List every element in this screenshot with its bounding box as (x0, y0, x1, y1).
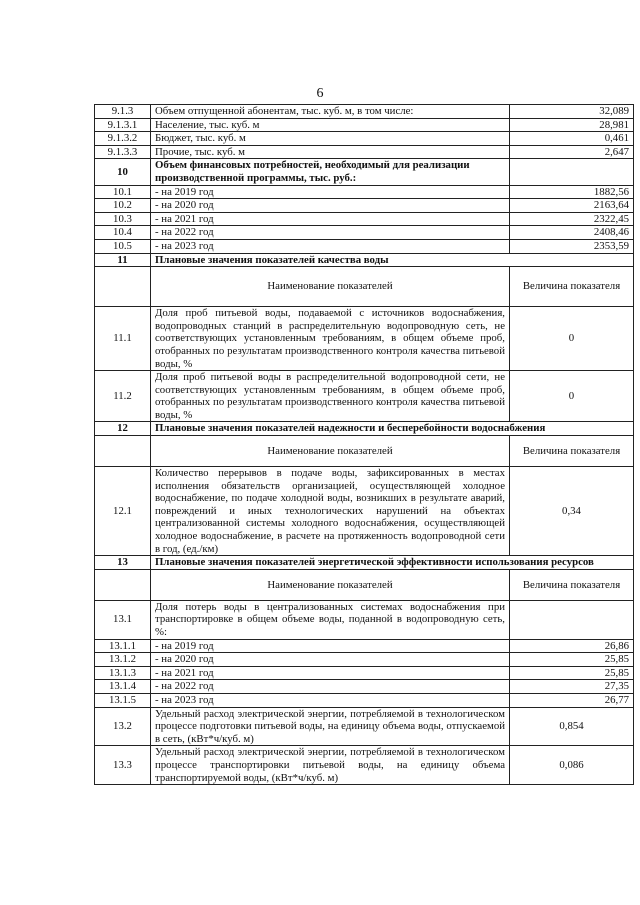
header-name: Наименование показателей (151, 267, 510, 307)
row-text: Объем отпущенной абонентам, тыс. куб. м, в том числе: (151, 105, 510, 119)
row-number: 10.3 (95, 212, 151, 226)
row-number: 9.1.3 (95, 105, 151, 119)
header-value: Величина показателя (510, 267, 634, 307)
row-number: 10.1 (95, 185, 151, 199)
row-value: 2322,45 (510, 212, 634, 226)
row-text: Бюджет, тыс. куб. м (151, 132, 510, 146)
table-row (95, 212, 634, 226)
row-value: 25,85 (510, 666, 634, 680)
section-number: 10 (95, 159, 151, 185)
indicator-value: 0,854 (510, 707, 634, 746)
indicator-number: 13.1 (95, 600, 151, 639)
indicator-text: Доля проб питьевой воды в распределительной водопроводной сети, не соответствующих установленным требованиям, в общем объеме проб, отобранных по результатам производственного контроля качества питьевой воды, % (151, 371, 510, 422)
indicator-value: 0,34 (510, 467, 634, 556)
row-value: 0,461 (510, 132, 634, 146)
row-value: 26,86 (510, 639, 634, 653)
row-text: Население, тыс. куб. м (151, 118, 510, 132)
indicator-text: Доля проб питьевой воды, подаваемой с источников водоснабжения, водопроводных станций в распределительную водопроводную сеть, не соответствующих установленным требованиям, в общем объеме проб, отобранных по результатам производственного контроля качества питьевой воды, % (151, 307, 510, 371)
row-value: 2408,46 (510, 226, 634, 240)
row-text: Прочие, тыс. куб. м (151, 145, 510, 159)
table-row (95, 371, 634, 422)
table-row (95, 666, 634, 680)
row-text: - на 2023 год (151, 693, 510, 707)
row-value: 2353,59 (510, 239, 634, 253)
indicator-text: Удельный расход электрической энергии, потребляемой в технологическом процессе подготовки питьевой воды, на единицу объема воды, отпускаемой в сеть, (кВт*ч/куб. м) (151, 707, 510, 746)
table-row (95, 307, 634, 371)
indicator-number: 12.1 (95, 467, 151, 556)
table-row (95, 693, 634, 707)
row-value: 2163,64 (510, 199, 634, 213)
table-row (95, 159, 634, 185)
indicator-number: 13.3 (95, 746, 151, 785)
row-text: - на 2019 год (151, 639, 510, 653)
table-row (95, 467, 634, 556)
row-value: 27,35 (510, 680, 634, 694)
row-number: 9.1.3.1 (95, 118, 151, 132)
row-text: - на 2019 год (151, 185, 510, 199)
table-row (95, 118, 634, 132)
section-title: Объем финансовых потребностей, необходимый для реализации производственной программы, тыс. руб.: (151, 159, 510, 185)
row-value: 28,981 (510, 118, 634, 132)
row-number: 13.1.2 (95, 653, 151, 667)
table-row (95, 226, 634, 240)
table-row (95, 680, 634, 694)
row-number: 9.1.3.2 (95, 132, 151, 146)
header-name: Наименование показателей (151, 436, 510, 467)
header-number (95, 267, 151, 307)
indicators-table (94, 104, 634, 785)
indicator-value: 0 (510, 307, 634, 371)
table-row (95, 145, 634, 159)
row-text: - на 2023 год (151, 239, 510, 253)
indicator-value (510, 600, 634, 639)
section-number: 13 (95, 556, 151, 570)
table-row (95, 105, 634, 119)
row-value: 26,77 (510, 693, 634, 707)
table-row (95, 556, 634, 570)
row-number: 13.1.4 (95, 680, 151, 694)
section-value (510, 159, 634, 185)
row-text: - на 2022 год (151, 680, 510, 694)
table-row (95, 253, 634, 267)
indicator-text: Доля потерь воды в централизованных системах водоснабжения при транспортировке в общем объеме воды, поданной в водопроводную сеть, %: (151, 600, 510, 639)
row-value: 1882,56 (510, 185, 634, 199)
indicator-number: 13.2 (95, 707, 151, 746)
row-text: - на 2021 год (151, 666, 510, 680)
section-title: Плановые значения показателей качества воды (151, 253, 634, 267)
table-row (95, 422, 634, 436)
row-number: 13.1.3 (95, 666, 151, 680)
indicator-value: 0,086 (510, 746, 634, 785)
row-number: 13.1.1 (95, 639, 151, 653)
section-number: 11 (95, 253, 151, 267)
header-number (95, 569, 151, 600)
table-row (95, 569, 634, 600)
row-number: 10.5 (95, 239, 151, 253)
table-row (95, 436, 634, 467)
header-value: Величина показателя (510, 569, 634, 600)
row-text: - на 2021 год (151, 212, 510, 226)
header-value: Величина показателя (510, 436, 634, 467)
row-value: 25,85 (510, 653, 634, 667)
table-row (95, 199, 634, 213)
header-number (95, 436, 151, 467)
row-text: - на 2020 год (151, 199, 510, 213)
indicator-text: Количество перерывов в подаче воды, зафиксированных в местах исполнения обязательств организацией, осуществляющей холодное водоснабжение, по подаче холодной воды, возникших в результате аварий, повреждений и иных технологических нарушений на объектах централизованной системы холодного водоснабжения, осуществляющей холодное водоснабжение, в расчете на протяженность водопроводной сети в год, (ед./км) (151, 467, 510, 556)
table-row (95, 707, 634, 746)
section-title: Плановые значения показателей энергетической эффективности использования ресурсов (151, 556, 634, 570)
indicator-number: 11.2 (95, 371, 151, 422)
indicator-text: Удельный расход электрической энергии, потребляемой в технологическом процессе транспортировки питьевой воды, на единицу объема транспортируемой воды, (кВт*ч/куб. м) (151, 746, 510, 785)
table-row (95, 185, 634, 199)
page-number: 6 (316, 86, 324, 101)
indicator-value: 0 (510, 371, 634, 422)
table-row (95, 653, 634, 667)
table-row (95, 239, 634, 253)
row-text: - на 2020 год (151, 653, 510, 667)
row-number: 9.1.3.3 (95, 145, 151, 159)
row-value: 32,089 (510, 105, 634, 119)
section-number: 12 (95, 422, 151, 436)
table-row (95, 132, 634, 146)
row-number: 10.2 (95, 199, 151, 213)
row-value: 2,647 (510, 145, 634, 159)
row-number: 13.1.5 (95, 693, 151, 707)
table-row (95, 600, 634, 639)
section-title: Плановые значения показателей надежности и бесперебойности водоснабжения (151, 422, 634, 436)
row-text: - на 2022 год (151, 226, 510, 240)
table-row (95, 639, 634, 653)
row-number: 10.4 (95, 226, 151, 240)
table-row (95, 267, 634, 307)
table-row (95, 746, 634, 785)
header-name: Наименование показателей (151, 569, 510, 600)
indicator-number: 11.1 (95, 307, 151, 371)
